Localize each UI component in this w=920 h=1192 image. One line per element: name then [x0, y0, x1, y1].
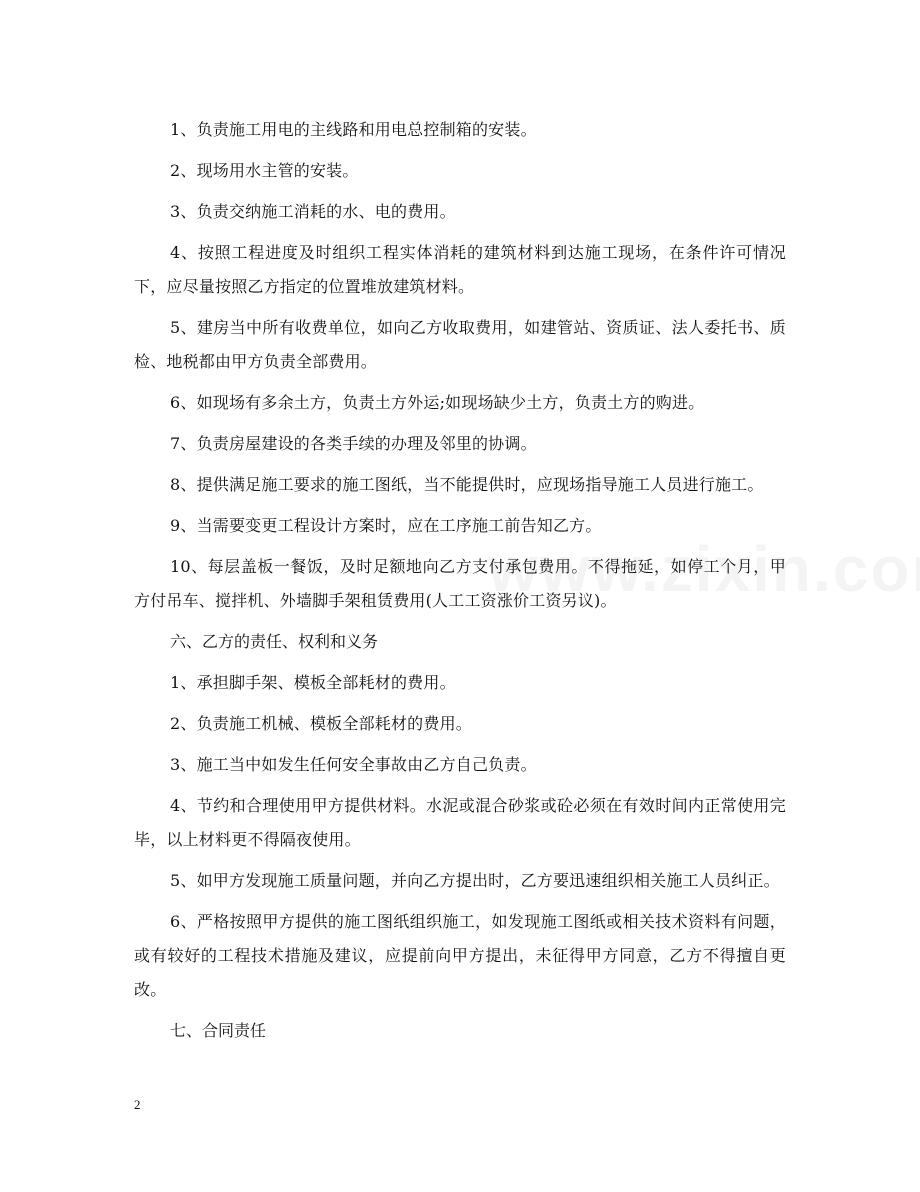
page-number: 2 [134, 1097, 141, 1112]
paragraph-6: 6、如现场有多余土方，负责土方外运;如现场缺少土方，负责土方的购进。 [170, 393, 705, 412]
section-6-item-4: 4、节约和合理使用甲方提供材料。水泥或混合砂浆或砼必须在有效时间内正常使用完毕，以上材料更不得隔夜使用。 [134, 796, 786, 849]
section-6-item-6: 6、严格按照甲方提供的施工图纸组织施工，如发现施工图纸或相关技术资料有问题，或有较好的工程技术措施及建议，应提前向甲方提出，未征得甲方同意，乙方不得擅自更改。 [134, 912, 786, 999]
paragraph-3: 3、负责交纳施工消耗的水、电的费用。 [170, 202, 456, 221]
paragraph-1: 1、负责施工用电的主线路和用电总控制箱的安装。 [170, 120, 537, 139]
paragraph-7: 7、负责房屋建设的各类手续的办理及邻里的协调。 [170, 434, 537, 453]
paragraph-8: 8、提供满足施工要求的施工图纸，当不能提供时，应现场指导施工人员进行施工。 [170, 475, 764, 494]
paragraph-4: 4、按照工程进度及时组织工程实体消耗的建筑材料到达施工现场，在条件许可情况下，应尽量按照乙方指定的位置堆放建筑材料。 [134, 243, 786, 296]
section-6-item-1: 1、承担脚手架、模板全部耗材的费用。 [170, 673, 456, 692]
document-body [134, 113, 786, 1055]
paragraph-9: 9、当需要变更工程设计方案时，应在工序施工前告知乙方。 [170, 516, 602, 535]
paragraph-5: 5、建房当中所有收费单位，如向乙方收取费用，如建管站、资质证、法人委托书、质检、地税都由甲方负责全部费用。 [134, 318, 786, 371]
section-6-heading: 六、乙方的责任、权利和义务 [170, 632, 379, 651]
section-6-item-2: 2、负责施工机械、模板全部耗材的费用。 [170, 714, 472, 733]
paragraph-2: 2、现场用水主管的安装。 [170, 161, 359, 180]
section-6-item-5: 5、如甲方发现施工质量问题，并向乙方提出时，乙方要迅速组织相关施工人员纠正。 [170, 871, 780, 890]
section-7-heading: 七、合同责任 [170, 1021, 267, 1040]
paragraph-10: 10、每层盖板一餐饭，及时足额地向乙方支付承包费用。不得拖延，如停工个月，甲方付吊车、搅拌机、外墙脚手架租赁费用(人工工资涨价工资另议)。 [134, 557, 786, 610]
section-6-item-3: 3、施工当中如发生任何安全事故由乙方自己负责。 [170, 755, 537, 774]
